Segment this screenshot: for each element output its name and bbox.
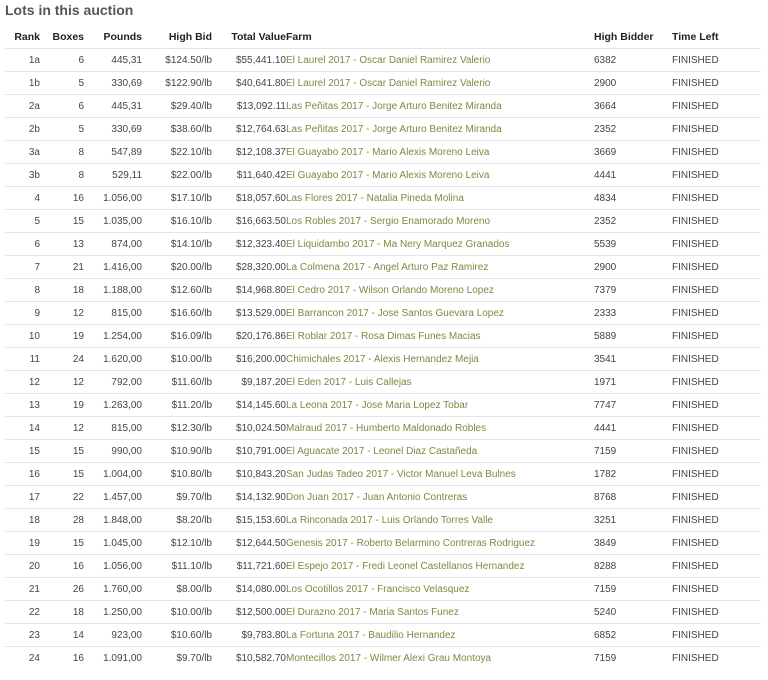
cell-high-bidder: 5889: [594, 325, 672, 348]
cell-farm: [286, 486, 594, 509]
column-header-boxes[interactable]: Boxes: [52, 31, 84, 43]
table-row: [5, 233, 761, 256]
cell-rank: 16: [5, 463, 40, 486]
table-row: [5, 210, 761, 233]
cell-high-bid: $29.40/lb: [142, 95, 212, 118]
cell-rank: 5: [5, 210, 40, 233]
cell-total-value: $13,092.11: [212, 95, 286, 118]
cell-high-bidder: 2900: [594, 72, 672, 95]
farm-link[interactable]: El Liquidambo 2017 - Ma Nery Marquez Granados: [286, 238, 510, 250]
cell-pounds: 990,00: [84, 440, 142, 463]
cell-time-left: FINISHED: [672, 509, 761, 532]
cell-boxes: 16: [40, 647, 84, 670]
cell-time-left: FINISHED: [672, 417, 761, 440]
cell-high-bid: $10.00/lb: [142, 601, 212, 624]
cell-farm: [286, 509, 594, 532]
cell-total-value: $11,721.60: [212, 555, 286, 578]
column-header-time-left[interactable]: Time Left: [672, 31, 719, 43]
cell-high-bidder: 2900: [594, 256, 672, 279]
cell-boxes: 12: [40, 302, 84, 325]
cell-boxes: 6: [40, 49, 84, 72]
cell-total-value: $14,132.90: [212, 486, 286, 509]
farm-link[interactable]: El Aguacate 2017 - Leonel Diaz Castañeda: [286, 445, 478, 457]
column-header-total-value[interactable]: Total Value: [231, 31, 286, 43]
column-header-high-bidder[interactable]: High Bidder: [594, 31, 654, 43]
cell-rank: 18: [5, 509, 40, 532]
table-row: [5, 187, 761, 210]
cell-rank: 2a: [5, 95, 40, 118]
cell-total-value: $12,108.37: [212, 141, 286, 164]
cell-pounds: 1.091,00: [84, 647, 142, 670]
cell-rank: 22: [5, 601, 40, 624]
farm-link[interactable]: Malraud 2017 - Humberto Maldonado Robles: [286, 422, 487, 434]
cell-boxes: 24: [40, 348, 84, 371]
cell-farm: [286, 348, 594, 371]
table-row: [5, 578, 761, 601]
farm-link[interactable]: Los Robles 2017 - Sergio Enamorado Moreno: [286, 215, 491, 227]
cell-high-bidder: 3669: [594, 141, 672, 164]
cell-total-value: $9,783.80: [212, 624, 286, 647]
cell-high-bid: $122.90/lb: [142, 72, 212, 95]
cell-high-bidder: 3664: [594, 95, 672, 118]
cell-high-bid: $22.10/lb: [142, 141, 212, 164]
table-row: [5, 256, 761, 279]
table-row: [5, 647, 761, 670]
cell-time-left: FINISHED: [672, 348, 761, 371]
cell-total-value: $12,764.63: [212, 118, 286, 141]
farm-link[interactable]: Las Peñitas 2017 - Jorge Arturo Benitez Miranda: [286, 123, 502, 135]
cell-total-value: $10,024.50: [212, 417, 286, 440]
cell-time-left: FINISHED: [672, 440, 761, 463]
cell-time-left: FINISHED: [672, 164, 761, 187]
cell-total-value: $10,582.70: [212, 647, 286, 670]
farm-link[interactable]: El Roblar 2017 - Rosa Dimas Funes Macias: [286, 330, 481, 342]
cell-high-bidder: 2352: [594, 210, 672, 233]
cell-time-left: FINISHED: [672, 233, 761, 256]
cell-time-left: FINISHED: [672, 555, 761, 578]
cell-high-bidder: 6852: [594, 624, 672, 647]
cell-high-bid: $16.60/lb: [142, 302, 212, 325]
cell-total-value: $16,663.50: [212, 210, 286, 233]
table-row: [5, 371, 761, 394]
cell-rank: 9: [5, 302, 40, 325]
cell-total-value: $14,080.00: [212, 578, 286, 601]
cell-pounds: 1.056,00: [84, 187, 142, 210]
cell-farm: [286, 463, 594, 486]
table-header-row: [5, 26, 761, 49]
farm-link[interactable]: Genesis 2017 - Roberto Belarmino Contreras Rodriguez: [286, 537, 536, 549]
cell-high-bid: $12.60/lb: [142, 279, 212, 302]
cell-rank: 3a: [5, 141, 40, 164]
table-row: [5, 72, 761, 95]
cell-pounds: 1.457,00: [84, 486, 142, 509]
table-row: [5, 164, 761, 187]
cell-high-bidder: 7159: [594, 647, 672, 670]
cell-high-bid: $10.90/lb: [142, 440, 212, 463]
cell-pounds: 330,69: [84, 72, 142, 95]
lots-table-body: [5, 49, 761, 670]
cell-farm: [286, 49, 594, 72]
cell-pounds: 1.250,00: [84, 601, 142, 624]
cell-total-value: $10,791.00: [212, 440, 286, 463]
cell-rank: 24: [5, 647, 40, 670]
cell-pounds: 547,89: [84, 141, 142, 164]
cell-total-value: $40,641.80: [212, 72, 286, 95]
cell-boxes: 12: [40, 371, 84, 394]
cell-rank: 11: [5, 348, 40, 371]
cell-rank: 1a: [5, 49, 40, 72]
cell-rank: 4: [5, 187, 40, 210]
cell-farm: [286, 95, 594, 118]
cell-farm: [286, 72, 594, 95]
cell-time-left: FINISHED: [672, 141, 761, 164]
cell-high-bidder: 5539: [594, 233, 672, 256]
cell-time-left: FINISHED: [672, 279, 761, 302]
table-row: [5, 417, 761, 440]
cell-total-value: $12,323.40: [212, 233, 286, 256]
cell-high-bidder: 8768: [594, 486, 672, 509]
cell-total-value: $14,968.80: [212, 279, 286, 302]
cell-time-left: FINISHED: [672, 624, 761, 647]
cell-boxes: 15: [40, 440, 84, 463]
farm-link[interactable]: Las Peñitas 2017 - Jorge Arturo Benitez Miranda: [286, 100, 502, 112]
cell-total-value: $10,843.20: [212, 463, 286, 486]
cell-high-bid: $11.10/lb: [142, 555, 212, 578]
cell-farm: [286, 394, 594, 417]
cell-rank: 20: [5, 555, 40, 578]
cell-farm: [286, 187, 594, 210]
cell-time-left: FINISHED: [672, 647, 761, 670]
cell-boxes: 22: [40, 486, 84, 509]
table-row: [5, 302, 761, 325]
cell-high-bidder: 5240: [594, 601, 672, 624]
cell-high-bid: $11.60/lb: [142, 371, 212, 394]
cell-rank: 17: [5, 486, 40, 509]
cell-pounds: 1.760,00: [84, 578, 142, 601]
cell-pounds: 1.056,00: [84, 555, 142, 578]
cell-high-bid: $11.20/lb: [142, 394, 212, 417]
cell-rank: 14: [5, 417, 40, 440]
farm-link[interactable]: La Rinconada 2017 - Luis Orlando Torres Valle: [286, 514, 493, 526]
cell-high-bidder: 8288: [594, 555, 672, 578]
cell-farm: [286, 256, 594, 279]
cell-total-value: $15,153.60: [212, 509, 286, 532]
cell-total-value: $12,500.00: [212, 601, 286, 624]
cell-pounds: 923,00: [84, 624, 142, 647]
farm-link[interactable]: El Espejo 2017 - Fredi Leonel Castellanos Hernandez: [286, 560, 525, 572]
cell-boxes: 16: [40, 555, 84, 578]
cell-boxes: 15: [40, 463, 84, 486]
table-row: [5, 532, 761, 555]
table-row: [5, 440, 761, 463]
cell-farm: [286, 210, 594, 233]
cell-time-left: FINISHED: [672, 532, 761, 555]
cell-high-bidder: 7747: [594, 394, 672, 417]
table-row: [5, 624, 761, 647]
cell-high-bidder: 4441: [594, 417, 672, 440]
farm-link[interactable]: El Laurel 2017 - Oscar Daniel Ramirez Valerio: [286, 54, 491, 66]
cell-time-left: FINISHED: [672, 49, 761, 72]
cell-time-left: FINISHED: [672, 187, 761, 210]
cell-high-bid: $124.50/lb: [142, 49, 212, 72]
cell-high-bid: $12.10/lb: [142, 532, 212, 555]
table-row: [5, 348, 761, 371]
farm-link[interactable]: El Barrancon 2017 - Jose Santos Guevara Lopez: [286, 307, 504, 319]
cell-rank: 3b: [5, 164, 40, 187]
farm-link[interactable]: El Durazno 2017 - Maria Santos Funez: [286, 606, 459, 618]
cell-pounds: 1.188,00: [84, 279, 142, 302]
cell-total-value: $12,644.50: [212, 532, 286, 555]
farm-link[interactable]: El Laurel 2017 - Oscar Daniel Ramirez Valerio: [286, 77, 491, 89]
cell-farm: [286, 164, 594, 187]
cell-farm: [286, 555, 594, 578]
cell-boxes: 14: [40, 624, 84, 647]
cell-high-bid: $22.00/lb: [142, 164, 212, 187]
cell-time-left: FINISHED: [672, 394, 761, 417]
cell-high-bid: $38.60/lb: [142, 118, 212, 141]
cell-farm: [286, 647, 594, 670]
column-header-pounds[interactable]: Pounds: [103, 31, 142, 43]
cell-pounds: 1.045,00: [84, 532, 142, 555]
table-row: [5, 325, 761, 348]
cell-total-value: $9,187.20: [212, 371, 286, 394]
cell-time-left: FINISHED: [672, 95, 761, 118]
cell-pounds: 1.848,00: [84, 509, 142, 532]
cell-high-bid: $9.70/lb: [142, 486, 212, 509]
cell-high-bid: $17.10/lb: [142, 187, 212, 210]
farm-link[interactable]: El Guayabo 2017 - Mario Alexis Moreno Leiva: [286, 169, 490, 181]
cell-boxes: 13: [40, 233, 84, 256]
cell-high-bidder: 2333: [594, 302, 672, 325]
cell-farm: [286, 371, 594, 394]
cell-farm: [286, 440, 594, 463]
cell-rank: 12: [5, 371, 40, 394]
cell-pounds: 1.254,00: [84, 325, 142, 348]
table-row: [5, 463, 761, 486]
cell-high-bidder: 1782: [594, 463, 672, 486]
cell-total-value: $13,529.00: [212, 302, 286, 325]
farm-link[interactable]: Don Juan 2017 - Juan Antonio Contreras: [286, 491, 468, 503]
cell-high-bidder: 3251: [594, 509, 672, 532]
cell-total-value: $20,176.86: [212, 325, 286, 348]
cell-high-bidder: 4834: [594, 187, 672, 210]
cell-time-left: FINISHED: [672, 118, 761, 141]
cell-high-bid: $20.00/lb: [142, 256, 212, 279]
cell-pounds: 529,11: [84, 164, 142, 187]
cell-total-value: $14,145.60: [212, 394, 286, 417]
table-row: [5, 509, 761, 532]
farm-link[interactable]: Chimichales 2017 - Alexis Hernandez Mejia: [286, 353, 479, 365]
lots-table: [5, 26, 761, 669]
cell-farm: [286, 279, 594, 302]
table-row: [5, 555, 761, 578]
cell-time-left: FINISHED: [672, 210, 761, 233]
cell-rank: 6: [5, 233, 40, 256]
cell-pounds: 1.416,00: [84, 256, 142, 279]
cell-boxes: 16: [40, 187, 84, 210]
cell-high-bidder: 1971: [594, 371, 672, 394]
cell-high-bid: $8.20/lb: [142, 509, 212, 532]
cell-time-left: FINISHED: [672, 325, 761, 348]
column-header-high-bid[interactable]: High Bid: [168, 31, 212, 43]
cell-boxes: 18: [40, 279, 84, 302]
cell-high-bidder: 3541: [594, 348, 672, 371]
cell-total-value: $11,640.42: [212, 164, 286, 187]
table-row: [5, 141, 761, 164]
cell-time-left: FINISHED: [672, 601, 761, 624]
cell-boxes: 15: [40, 532, 84, 555]
farm-link[interactable]: El Guayabo 2017 - Mario Alexis Moreno Leiva: [286, 146, 490, 158]
cell-pounds: 445,31: [84, 95, 142, 118]
table-row: [5, 394, 761, 417]
cell-high-bid: $16.10/lb: [142, 210, 212, 233]
column-header-rank[interactable]: Rank: [14, 31, 40, 43]
cell-rank: 13: [5, 394, 40, 417]
cell-boxes: 19: [40, 394, 84, 417]
table-row: [5, 49, 761, 72]
cell-total-value: $55,441.10: [212, 49, 286, 72]
cell-pounds: 1.004,00: [84, 463, 142, 486]
cell-boxes: 15: [40, 210, 84, 233]
cell-rank: 8: [5, 279, 40, 302]
cell-high-bidder: 3849: [594, 532, 672, 555]
cell-high-bid: $9.70/lb: [142, 647, 212, 670]
cell-farm: [286, 624, 594, 647]
cell-boxes: 28: [40, 509, 84, 532]
column-header-farm[interactable]: Farm: [286, 31, 312, 43]
cell-boxes: 12: [40, 417, 84, 440]
cell-high-bidder: 7379: [594, 279, 672, 302]
cell-boxes: 18: [40, 601, 84, 624]
cell-farm: [286, 578, 594, 601]
cell-rank: 23: [5, 624, 40, 647]
cell-time-left: FINISHED: [672, 256, 761, 279]
cell-boxes: 5: [40, 72, 84, 95]
cell-boxes: 19: [40, 325, 84, 348]
cell-farm: [286, 601, 594, 624]
cell-total-value: $28,320.00: [212, 256, 286, 279]
cell-high-bid: $8.00/lb: [142, 578, 212, 601]
cell-pounds: 815,00: [84, 302, 142, 325]
cell-time-left: FINISHED: [672, 302, 761, 325]
table-row: [5, 95, 761, 118]
cell-high-bid: $16.09/lb: [142, 325, 212, 348]
cell-farm: [286, 118, 594, 141]
farm-link[interactable]: Las Flores 2017 - Natalia Pineda Molina: [286, 192, 464, 204]
farm-link[interactable]: San Judas Tadeo 2017 - Victor Manuel Leva Bulnes: [286, 468, 516, 480]
farm-link[interactable]: El Eden 2017 - Luis Callejas: [286, 376, 412, 388]
table-row: [5, 601, 761, 624]
cell-high-bidder: 2352: [594, 118, 672, 141]
cell-total-value: $18,057.60: [212, 187, 286, 210]
table-row: [5, 486, 761, 509]
cell-boxes: 21: [40, 256, 84, 279]
cell-high-bid: $12.30/lb: [142, 417, 212, 440]
farm-link[interactable]: El Cedro 2017 - Wilson Orlando Moreno Lopez: [286, 284, 494, 296]
cell-pounds: 1.263,00: [84, 394, 142, 417]
cell-rank: 15: [5, 440, 40, 463]
cell-time-left: FINISHED: [672, 486, 761, 509]
cell-pounds: 445,31: [84, 49, 142, 72]
cell-high-bid: $10.00/lb: [142, 348, 212, 371]
cell-pounds: 330,69: [84, 118, 142, 141]
farm-link[interactable]: Los Ocotillos 2017 - Francisco Velasquez: [286, 583, 470, 595]
cell-rank: 21: [5, 578, 40, 601]
cell-time-left: FINISHED: [672, 463, 761, 486]
cell-farm: [286, 532, 594, 555]
cell-boxes: 26: [40, 578, 84, 601]
cell-boxes: 6: [40, 95, 84, 118]
cell-pounds: 792,00: [84, 371, 142, 394]
cell-high-bidder: 4441: [594, 164, 672, 187]
farm-link[interactable]: La Colmena 2017 - Angel Arturo Paz Ramirez: [286, 261, 489, 273]
farm-link[interactable]: La Fortuna 2017 - Baudilio Hernandez: [286, 629, 456, 641]
table-row: [5, 118, 761, 141]
cell-time-left: FINISHED: [672, 371, 761, 394]
cell-high-bid: $10.60/lb: [142, 624, 212, 647]
cell-pounds: 815,00: [84, 417, 142, 440]
cell-boxes: 5: [40, 118, 84, 141]
cell-high-bidder: 6382: [594, 49, 672, 72]
cell-pounds: 1.035,00: [84, 210, 142, 233]
cell-rank: 19: [5, 532, 40, 555]
section-title: Lots in this auction: [5, 2, 134, 18]
cell-rank: 1b: [5, 72, 40, 95]
cell-total-value: $16,200.00: [212, 348, 286, 371]
cell-rank: 2b: [5, 118, 40, 141]
cell-high-bid: $10.80/lb: [142, 463, 212, 486]
farm-link[interactable]: Montecillos 2017 - Wilmer Alexi Grau Montoya: [286, 652, 492, 664]
cell-pounds: 1.620,00: [84, 348, 142, 371]
cell-boxes: 8: [40, 164, 84, 187]
cell-high-bidder: 7159: [594, 578, 672, 601]
cell-time-left: FINISHED: [672, 72, 761, 95]
cell-boxes: 8: [40, 141, 84, 164]
cell-farm: [286, 141, 594, 164]
cell-farm: [286, 302, 594, 325]
cell-farm: [286, 233, 594, 256]
cell-high-bid: $14.10/lb: [142, 233, 212, 256]
farm-link[interactable]: La Leona 2017 - Jose Maria Lopez Tobar: [286, 399, 469, 411]
cell-farm: [286, 325, 594, 348]
cell-farm: [286, 417, 594, 440]
cell-rank: 10: [5, 325, 40, 348]
cell-time-left: FINISHED: [672, 578, 761, 601]
cell-rank: 7: [5, 256, 40, 279]
table-row: [5, 279, 761, 302]
cell-pounds: 874,00: [84, 233, 142, 256]
cell-high-bidder: 7159: [594, 440, 672, 463]
